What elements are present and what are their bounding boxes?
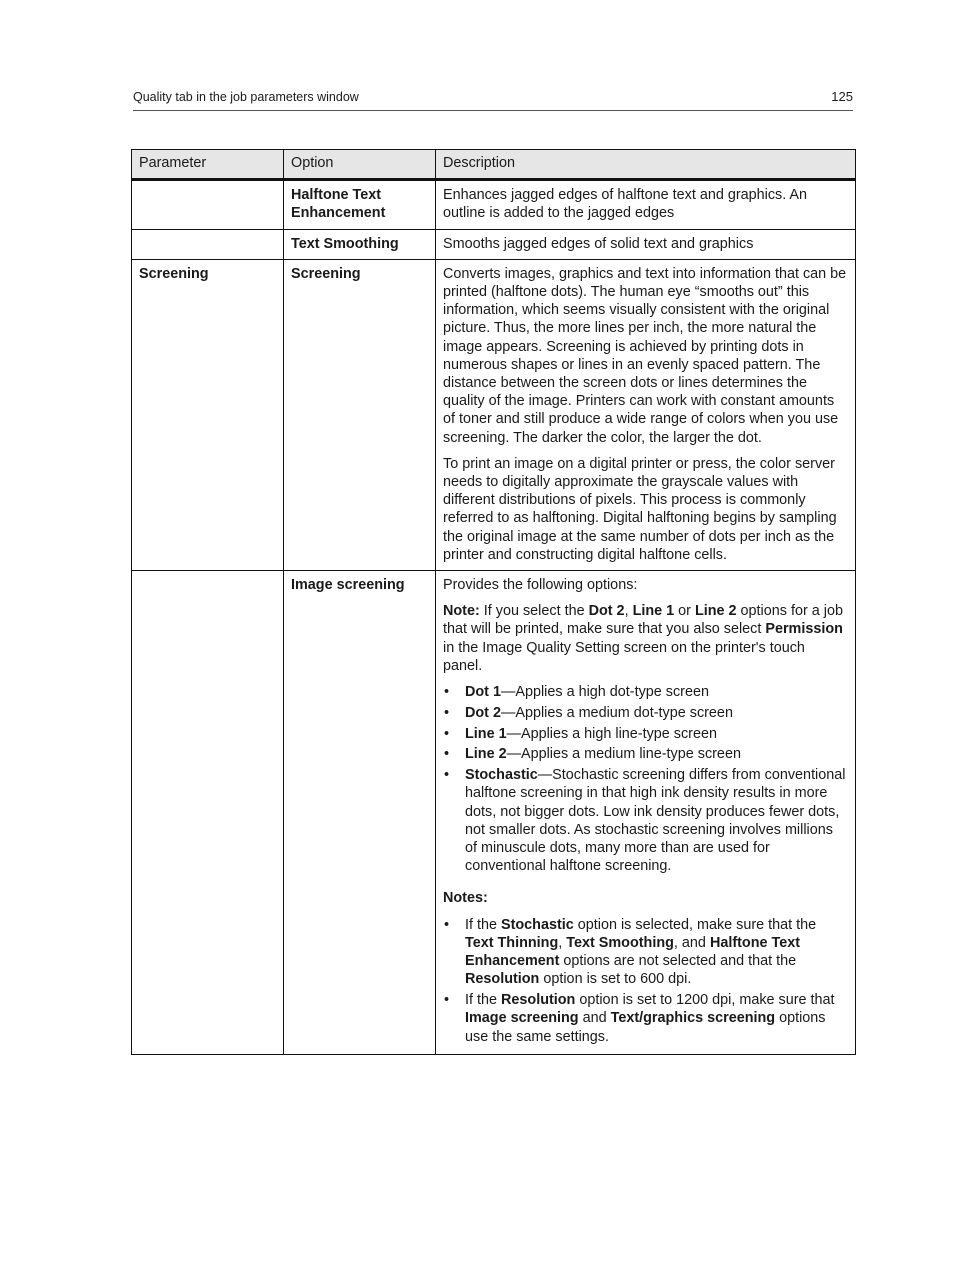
option-cell: Halftone Text Enhancement (284, 180, 436, 229)
notes-heading (443, 889, 848, 907)
description-paragraph: To print an image on a digital printer or press, the color server needs to digitally approximate the grayscale values with different distributions of pixels. This process is commonly referred to as halftoning. Digital halftoning begins by sampling the original image at the same number of dots per inch as the printer and constructing digital halftone cells. (443, 455, 837, 563)
option-cell: Screening (284, 259, 436, 570)
table-row (132, 180, 856, 229)
list-item (443, 991, 848, 1046)
parameters-table (131, 149, 856, 1055)
table-header-row (132, 150, 856, 180)
description-cell: Enhances jagged edges of halftone text and graphics. An outline is added to the jagged edges (436, 180, 856, 229)
note-term: Text Thinning (465, 934, 559, 951)
note-label: Note: (443, 603, 480, 620)
parameter-cell (132, 571, 284, 1055)
note-text: or (674, 603, 695, 620)
option-text: —Stochastic screening differs from conventional halftone screening in that high ink density results in more dots, not bigger dots. Low ink density produces fewer dots, not smaller dots. As stochastic screening involves millions of minuscule dots, many more than are used for conventional halftone screening. (465, 767, 846, 875)
description-intro: Provides the following options: (443, 577, 638, 594)
description-cell (436, 571, 856, 1055)
note-text: option is selected, make sure that the (573, 916, 817, 933)
table-row (132, 229, 856, 259)
note-term: Stochastic (501, 916, 574, 933)
note-text: options for a job that will be printed, make sure that you also select (443, 603, 843, 638)
note-term: Resolution (501, 992, 576, 1009)
notes-heading-text: Notes: (443, 890, 488, 907)
note-text: If the (465, 916, 501, 933)
description-paragraph: Converts images, graphics and text into information that can be printed (halftone dots). The human eye “smooths out” this information, which seems visually consistent with the original picture. Thus, the more lines per inch, the more natural the image appears. Screening is achieved by printing dots in numerous shapes or lines in an evenly spaced pattern. The distance between the screen dots or lines determines the quality of the image. Printers can work with constant amounts of toner and still produce a wide range of colors when you use screening. The darker the color, the larger the dot. (443, 265, 847, 446)
list-item (443, 766, 848, 875)
note-term: Text Smoothing (566, 934, 674, 951)
column-header-description: Description (436, 150, 856, 180)
note-term: Halftone Text Enhancement (465, 934, 801, 970)
column-header-option: Option (284, 150, 436, 180)
running-title: Quality tab in the job parameters window (133, 90, 359, 104)
note-text: option is set to 600 dpi. (539, 971, 692, 988)
option-name: Line 1 (465, 725, 507, 742)
column-header-parameter: Parameter (132, 150, 284, 180)
note-term: Dot 2 (588, 603, 625, 620)
option-text: —Applies a high line-type screen (506, 725, 717, 742)
option-name: Line 2 (465, 746, 507, 763)
list-item (443, 683, 848, 701)
note-term: Resolution (465, 971, 540, 988)
note-text: and (578, 1010, 611, 1027)
option-name: Dot 1 (465, 684, 501, 701)
option-cell: Text Smoothing (284, 229, 436, 259)
note-text: option is set to 1200 dpi, make sure that (575, 992, 835, 1009)
list-item (443, 725, 848, 743)
note-text: options use the same settings. (465, 1010, 826, 1045)
note-text: in the Image Quality Setting screen on the printer's touch panel. (443, 639, 805, 674)
option-text: —Applies a high dot-type screen (500, 684, 709, 701)
parameter-cell (132, 229, 284, 259)
option-name: Dot 2 (465, 704, 501, 721)
page-number: 125 (831, 89, 853, 104)
option-text: —Applies a medium line-type screen (506, 746, 741, 763)
option-cell: Image screening (284, 571, 436, 1055)
description-cell (436, 259, 856, 570)
note-term: Line 1 (632, 603, 675, 620)
page-header (133, 88, 853, 111)
note-text: options are not selected and that the (559, 953, 797, 970)
note-term: Text/graphics screening (610, 1010, 776, 1027)
description-cell: Smooths jagged edges of solid text and graphics (436, 229, 856, 259)
note-term: Image screening (465, 1010, 579, 1027)
table-row (132, 259, 856, 570)
note-text: , and (673, 934, 710, 951)
parameter-cell: Screening (132, 259, 284, 570)
option-name: Stochastic (465, 767, 538, 784)
note-term: Permission (765, 621, 843, 638)
list-item (443, 704, 848, 722)
note-text: If the (465, 992, 501, 1009)
option-text: —Applies a medium dot-type screen (500, 704, 733, 721)
note-text: , (558, 934, 567, 951)
table-row (132, 571, 856, 1055)
note-term: Line 2 (694, 603, 737, 620)
note-text: , (624, 603, 633, 620)
list-item (443, 916, 848, 989)
screening-options-list (443, 683, 848, 875)
parameter-cell (132, 180, 284, 229)
notes-list (443, 916, 848, 1046)
note-text: If you select the (479, 603, 589, 620)
note-paragraph (443, 602, 848, 675)
list-item (443, 745, 848, 763)
